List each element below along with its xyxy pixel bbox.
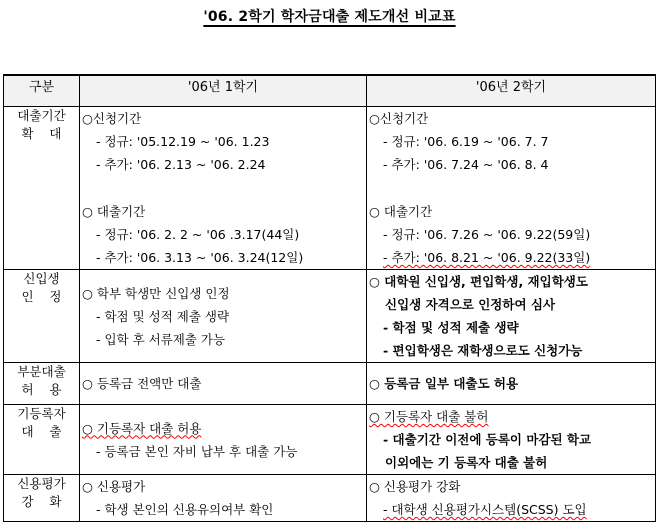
table-row-freshman [4, 270, 656, 363]
cell-line: - 추가: '06. 7.24 ~ '06. 8. 4 [383, 157, 549, 172]
comparison-table [3, 74, 656, 522]
cell-line: ○ 신용평가 강화 [369, 479, 461, 494]
cell-line [80, 176, 366, 200]
cell-text: ○ 기등록자 대출 불허 [369, 409, 489, 424]
first-semester-cell [80, 107, 367, 270]
cell-line: ○ 대학원 신입생, 편입학생, 재입학생도 [369, 274, 588, 289]
category-line: 허 용 [21, 382, 62, 397]
category-line: 인 정 [21, 289, 62, 304]
table-row-credit [4, 475, 656, 522]
row-category [4, 107, 80, 270]
table-row-partial-loan [4, 363, 656, 405]
row-category [4, 270, 80, 363]
row-category [4, 475, 80, 522]
second-semester-cell [367, 270, 656, 363]
cell-line: ○신청기간 [369, 111, 429, 126]
cell-line: ○ 대출기간 [369, 204, 433, 219]
cell-line: ○ 등록금 일부 대출도 허용 [369, 376, 519, 391]
first-semester-cell [80, 270, 367, 363]
table-row-registered [4, 405, 656, 475]
cell-line: - 대출기간 이전에 등록이 마감된 학교 [383, 432, 592, 447]
category-line: 기등록자 [17, 406, 66, 421]
cell-line: - 정규: '05.12.19 ~ '06. 1.23 [96, 134, 270, 149]
cell-line: - 정규: '06. 7.26 ~ '06. 9.22(59일) [383, 227, 591, 242]
cell-line: ○ 신용평가 [82, 479, 146, 494]
first-semester-cell [80, 363, 367, 405]
cell-line: - 정규: '06. 2. 2 ~ '06 .3.17(44일) [96, 227, 300, 242]
cell-line [80, 417, 366, 440]
cell-line: - 추가: '06. 2.13 ~ '06. 2.24 [96, 157, 266, 172]
category-line: 강 화 [21, 494, 62, 509]
cell-line: ○ 등록금 전액만 대출 [82, 376, 202, 391]
cell-line: 이외에는 기 등록자 대출 불허 [385, 455, 548, 470]
row-category [4, 405, 80, 475]
second-semester-cell [367, 475, 656, 522]
first-semester-cell [80, 405, 367, 475]
category-line: 신입생 [23, 271, 60, 286]
cell-line: - 학점 및 성적 제출 생략 [383, 320, 519, 335]
header-first-semester: '06년 1학기 [80, 75, 367, 107]
table-row-loan-period [4, 107, 656, 270]
category-line: 대 출 [21, 424, 62, 439]
second-semester-cell [367, 107, 656, 270]
cell-line: - 학생 본인의 신용유의여부 확인 [96, 502, 274, 517]
row-category [4, 363, 80, 405]
category-line: 신용평가 [17, 476, 66, 491]
cell-line: - 등록금 본인 자비 납부 후 대출 가능 [96, 443, 298, 459]
cell-line [367, 176, 655, 200]
cell-line: - 입학 후 서류제출 가능 [96, 332, 226, 347]
cell-line: - 편입학생은 재학생으로도 신청가능 [383, 343, 583, 358]
header-second-semester: '06년 2학기 [367, 75, 656, 107]
category-line: 확 대 [21, 126, 62, 141]
document-title [0, 6, 659, 26]
cell-line: - 대학생 신용평가시스템(SCSS) 도입 [383, 502, 587, 517]
cell-line: 신입생 자격으로 인정하여 심사 [385, 297, 556, 312]
second-semester-cell [367, 405, 656, 475]
cell-line: ○ 대출기간 [82, 204, 146, 219]
cell-line: ○ 학부 학생만 신입생 인정 [82, 286, 230, 301]
category-line: 대출기간 [17, 108, 66, 123]
cell-line: - 추가: '06. 8.21 ~ '06. 9.22(33일) [383, 250, 591, 265]
cell-line: - 추가: '06. 3.13 ~ '06. 3.24(12일) [96, 250, 304, 265]
header-category: 구분 [4, 75, 80, 107]
cell-line: - 정규: '06. 6.19 ~ '06. 7. 7 [383, 134, 549, 149]
cell-text: ○ 기등록자 대출 허용 [82, 420, 202, 436]
category-line: 부분대출 [17, 364, 66, 379]
second-semester-cell [367, 363, 656, 405]
table-header-row [4, 75, 656, 107]
cell-line: ○신청기간 [82, 111, 142, 126]
cell-line: - 학점 및 성적 제출 생략 [96, 309, 230, 324]
first-semester-cell [80, 475, 367, 522]
cell-line [367, 405, 655, 428]
document-title-text: '06. 2학기 학자금대출 제도개선 비교표 [203, 9, 456, 25]
